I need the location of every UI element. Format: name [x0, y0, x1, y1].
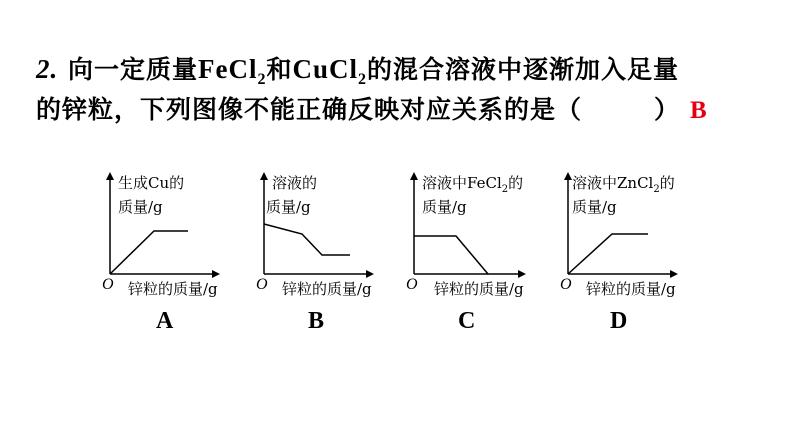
y-axis-arrow — [106, 172, 114, 180]
y-label-line2: 质量/g — [266, 198, 311, 216]
y-label-line2: 质量/g — [422, 198, 467, 216]
question-line-1 — [36, 50, 679, 86]
question-text-part: 和 — [266, 55, 293, 84]
formula-fecl2: FeCl$_2$ — [197, 54, 267, 88]
option-c-letter: C — [458, 308, 476, 334]
origin-label: O — [256, 276, 268, 293]
y-label-line2: 质量/g — [118, 198, 163, 216]
x-label: 锌粒的质量/g — [128, 280, 218, 298]
graph-d — [554, 170, 744, 300]
y-label-line1: 溶液中FeCl$_2$的 — [422, 174, 524, 195]
y-axis-arrow — [410, 172, 418, 180]
curve — [264, 224, 350, 255]
x-label: 锌粒的质量/g — [586, 280, 676, 298]
question-text-part: 的混合溶液中逐渐加入足量 — [367, 55, 680, 84]
option-b-letter: B — [308, 308, 325, 334]
answer-mark: B — [690, 97, 707, 124]
x-label: 锌粒的质量/g — [434, 280, 524, 298]
x-axis-arrow — [366, 270, 374, 278]
curve — [568, 234, 648, 274]
option-d-letter: D — [610, 308, 628, 334]
y-label-line1: 溶液的 — [272, 174, 318, 192]
y-label-line1: 溶液中ZnCl$_2$的 — [572, 174, 675, 195]
x-axis-arrow — [212, 270, 220, 278]
x-label: 锌粒的质量/g — [282, 280, 372, 298]
question-text-part: 的锌粒，下列图像不能正确反映对应关系的是（ — [36, 95, 583, 124]
y-axis-arrow — [564, 172, 572, 180]
option-a-letter: A — [156, 308, 174, 334]
question-text-part: ） — [654, 95, 681, 124]
y-label-line2: 质量/g — [572, 198, 617, 216]
formula-cucl2: CuCl$_2$ — [292, 54, 367, 88]
x-axis-arrow — [670, 270, 678, 278]
y-axis-arrow — [260, 172, 268, 180]
curve — [414, 236, 488, 274]
origin-label: O — [560, 276, 572, 293]
origin-label: O — [406, 276, 418, 293]
origin-label: O — [102, 276, 114, 293]
x-axis-arrow — [518, 270, 526, 278]
y-label-line1: 生成Cu的 — [118, 174, 185, 192]
question-line-2 — [36, 90, 680, 126]
question-number: 2. — [36, 54, 59, 84]
curve — [110, 231, 188, 274]
question-text-part: 向一定质量 — [67, 55, 198, 84]
